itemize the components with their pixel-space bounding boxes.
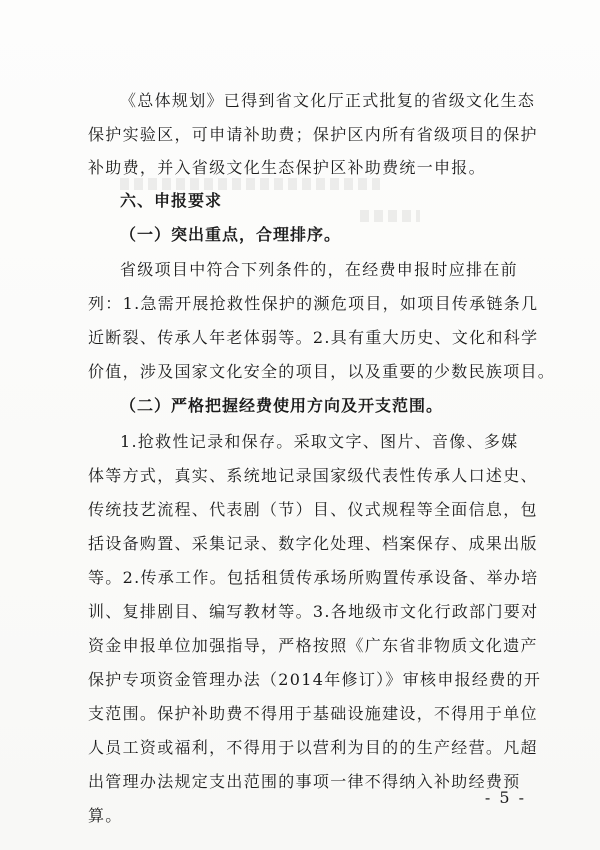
paragraph-line: 出管理办法规定支出范围的事项一律不得纳入补助经费预 xyxy=(88,772,521,791)
paragraph-line: 1.抢救性记录和保存。采取文字、图片、音像、多媒 xyxy=(120,432,519,451)
subheading-funding-scope: （二）严格把握经费使用方向及开支范围。 xyxy=(120,396,444,415)
paragraph-line: 保护专项资金管理办法（2014年修订）》审核申报经费的开 xyxy=(88,670,542,689)
section-heading: 六、申报要求 xyxy=(120,191,223,210)
paragraph-line: 人员工资或福利，不得用于以营利为目的的生产经营。凡超 xyxy=(88,738,538,757)
paragraph-line: 算。 xyxy=(88,806,123,825)
paragraph-line: 体等方式，真实、系统地记录国家级代表性传承人口述史、 xyxy=(88,466,538,485)
paragraph-line: 传统技艺流程、代表剧（节）目、仪式规程等全面信息，包 xyxy=(88,500,538,519)
paragraph-line: 补助费，并入省级文化生态保护区补助费统一申报。 xyxy=(88,158,486,177)
paragraph-line: 《总体规划》已得到省文化厅正式批复的省级文化生态 xyxy=(120,91,536,110)
paragraph-line: 资金申报单位加强指导，严格按照《广东省非物质文化遗产 xyxy=(88,636,538,655)
paragraph-line: 训、复排剧目、编写教材等。3.各地级市文化行政部门要对 xyxy=(88,602,539,621)
paragraph-line: 价值，涉及国家文化安全的项目，以及重要的少数民族项目。 xyxy=(88,362,556,381)
subheading-priority: （一）突出重点，合理排序。 xyxy=(120,225,342,244)
page-number: - 5 - xyxy=(484,788,526,807)
bleed-through-mark xyxy=(120,178,380,190)
paragraph-line: 近断裂、传承人年老体弱等。2.具有重大历史、文化和科学 xyxy=(88,328,539,347)
paragraph-line: 等。2.传承工作。包括租赁传承场所购置传承设备、举办培 xyxy=(88,568,539,587)
paragraph-line: 支范围。保护补助费不得用于基础设施建设，不得用于单位 xyxy=(88,704,538,723)
paragraph-line: 括设备购置、采集记录、数字化处理、档案保存、成果出版 xyxy=(88,534,538,553)
paragraph-line: 省级项目中符合下列条件的，在经费申报时应排在前 xyxy=(120,260,518,279)
paragraph-line: 保护实验区，可申请补助费；保护区内所有省级项目的保护 xyxy=(88,125,538,144)
paragraph-line: 列：1.急需开展抢救性保护的濒危项目，如项目传承链条几 xyxy=(88,294,539,313)
